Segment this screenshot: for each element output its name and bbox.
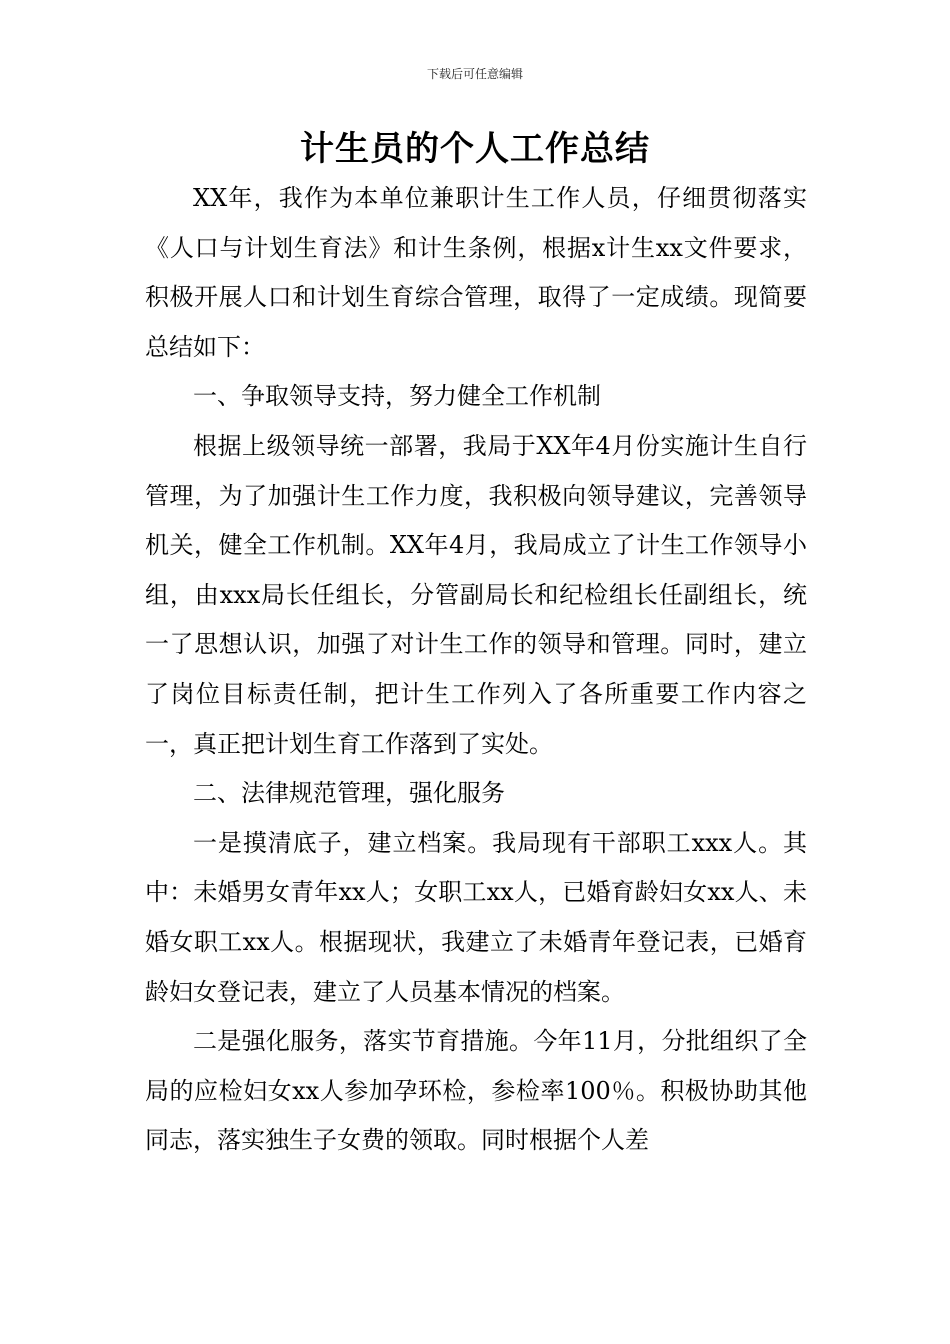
document-title: 计生员的个人工作总结: [300, 129, 650, 169]
header-note: 下载后可任意编辑: [426, 67, 523, 81]
paragraph-intro: XX年，我作为本单位兼职计生工作人员，仔细贯彻落实《人口与计划生育法》和计生条例，根据x计生xx文件要求，积极开展人口和计划生育综合管理，取得了一定成绩。现简要总结如下：: [145, 184, 807, 361]
paragraph-leadership: 根据上级领导统一部署，我局于XX年4月份实施计生自行管理，为了加强计生工作力度，我积极向领导建议，完善领导机关，健全工作机制。XX年4月，我局成立了计生工作领导小组，由xxx局长任组长，分管副局长和纪检组长任副组长，统一了思想认识，加强了对计生工作的领导和管理。同时，建立了岗位目标责任制，把计生工作列入了各所重要工作内容之一，真正把计划生育工作落到了实处。: [145, 431, 807, 758]
paragraph-archives: 一是摸清底子，建立档案。我局现有干部职工xxx人。其中：未婚男女青年xx人；女职工xx人，已婚育龄妇女xx人、未婚女职工xx人。根据现状，我建立了未婚青年登记表，已婚育龄妇女登记表，建立了人员基本情况的档案。: [145, 828, 807, 1006]
section-heading-1: 一、争取领导支持，努力健全工作机制: [193, 382, 601, 411]
paragraph-services: 二是强化服务，落实节育措施。今年11月，分批组织了全局的应检妇女xx人参加孕环检，参检率100％。积极协助其他同志，落实独生子女费的领取。同时根据个人差: [145, 1027, 807, 1155]
section-heading-2: 二、法律规范管理，强化服务: [193, 779, 505, 808]
document-body: [145, 174, 807, 1166]
